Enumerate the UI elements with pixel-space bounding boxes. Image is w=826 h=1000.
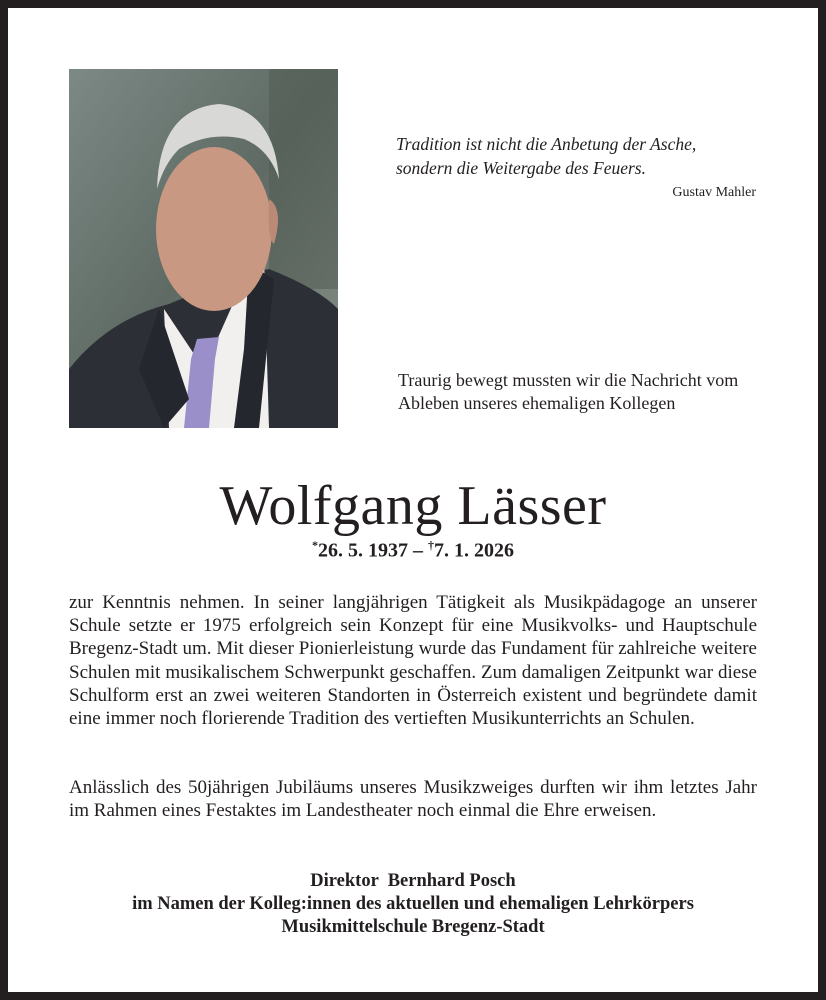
quote-text: Tradition ist nicht die Anbetung der Asche, sondern die Weitergabe des Feuers. — [396, 134, 697, 178]
signature-line: Musikmittelschule Bregenz-Stadt — [281, 917, 545, 937]
body-paragraph: zur Kenntnis nehmen. In seiner langjährigen Tätigkeit als Musikpädagoge an unserer Schule setzte er 1975 erfolgreich sein Konzept für eine Musikvolks- und Hauptschule Bregenz-Stadt um. Mit dieser Pionierleistung wurde das Fundament für zahlreiche weitere Schulen mit musikalischem Schwerpunkt geschaffen. Zum damaligen Zeitpunkt war diese Schulform erst an zwei weiteren Standorten in Österreich existent und begründete damit eine immer noch florierende Tradition des vertieften Musikunterrichts an Schulen. — [69, 592, 757, 730]
signature-block — [8, 870, 818, 939]
signature-line: Direktor Bernhard Posch — [310, 871, 516, 891]
deceased-name: Wolfgang Lässer — [219, 475, 607, 537]
date-separator: – — [408, 539, 428, 562]
death-symbol: † — [428, 538, 434, 552]
body-paragraph: Anlässlich des 50jährigen Jubiläums unseres Musikzweiges durften wir ihm letztes Jahr im Rahmen eines Festaktes im Landestheater noch einmal die Ehre erweisen. — [69, 777, 757, 822]
obituary-page — [8, 8, 818, 992]
quote-author: Gustav Mahler — [672, 185, 756, 200]
intro-text: Traurig bewegt mussten wir die Nachricht vom Ableben unseres ehemaligen Kollegen — [398, 370, 739, 413]
death-date: 7. 1. 2026 — [434, 539, 514, 562]
portrait-photo — [69, 69, 338, 428]
signature-line: im Namen der Kolleg:innen des aktuellen und ehemaligen Lehrkörpers — [132, 894, 694, 914]
birth-symbol: * — [312, 538, 318, 552]
life-dates — [8, 538, 818, 563]
birth-date: 26. 5. 1937 — [318, 539, 408, 562]
